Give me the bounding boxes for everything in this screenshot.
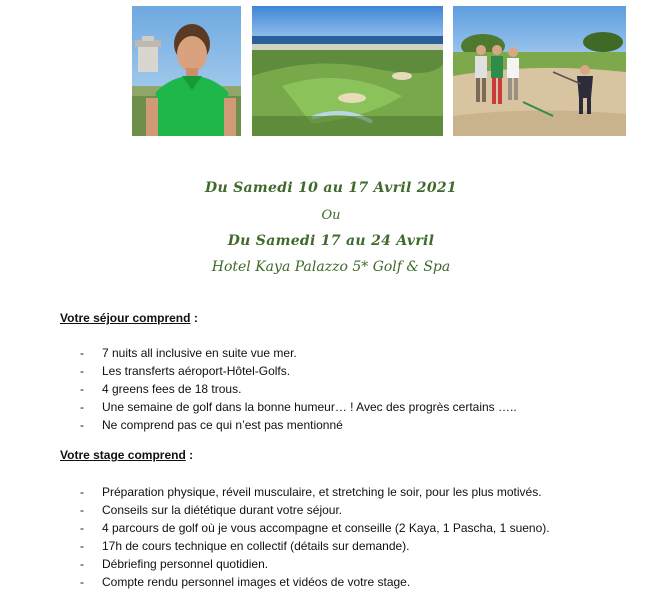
section-heading-stage-suffix: : [185, 448, 194, 462]
bullet-dash: - [80, 364, 84, 378]
sejour-included-list [0, 344, 662, 434]
section-heading-stage [60, 448, 193, 462]
stage-included-list [0, 483, 662, 591]
list-item-text: 7 nuits all inclusive en suite vue mer. [102, 346, 297, 360]
list-item-text: 17h de cours technique en collectif (détails sur demande). [102, 539, 410, 553]
bullet-dash: - [80, 503, 84, 517]
list-item-text: 4 greens fees de 18 trous. [102, 382, 242, 396]
list-item-text: Préparation physique, réveil musculaire, et stretching le soir, pour les plus motivés. [102, 485, 542, 499]
section-heading-stage-title: Votre stage comprend [60, 448, 186, 462]
list-item [0, 555, 662, 573]
golf-lesson-bunker-photo [453, 6, 626, 136]
list-item [0, 573, 662, 591]
bullet-dash: - [80, 418, 84, 432]
list-item-text: Conseils sur la diététique durant votre séjour. [102, 503, 343, 517]
list-item [0, 362, 662, 380]
list-item-text: Ne comprend pas ce qui n’est pas mentionné [102, 418, 343, 432]
list-item [0, 344, 662, 362]
bullet-dash: - [80, 382, 84, 396]
bullet-dash: - [80, 346, 84, 360]
section-heading-sejour-suffix: : [190, 311, 198, 325]
list-item [0, 519, 662, 537]
list-item-text: 4 parcours de golf où je vous accompagne et conseille (2 Kaya, 1 Pascha, 1 sueno). [102, 521, 550, 535]
section-heading-sejour [60, 311, 198, 325]
list-item [0, 380, 662, 398]
bullet-dash: - [80, 575, 84, 589]
bullet-dash: - [80, 521, 84, 535]
list-item [0, 501, 662, 519]
list-item-text: Débriefing personnel quotidien. [102, 557, 269, 571]
list-item [0, 537, 662, 555]
photo-strip [132, 6, 626, 136]
coach-portrait-photo [132, 6, 241, 136]
list-item-text: Une semaine de golf dans la bonne humeur… ! Avec des progrès certains ….. [102, 400, 517, 414]
bullet-dash: - [80, 400, 84, 414]
bullet-dash: - [80, 539, 84, 553]
list-item [0, 398, 662, 416]
list-item-text: Compte rendu personnel images et vidéos de votre stage. [102, 575, 411, 589]
list-item [0, 416, 662, 434]
list-item [0, 483, 662, 501]
hotel-name: Hotel Kaya Palazzo 5* Golf & Spa [211, 259, 451, 275]
bullet-dash: - [80, 485, 84, 499]
list-item-text: Les transferts aéroport-Hôtel-Golfs. [102, 364, 291, 378]
section-heading-sejour-title: Votre séjour comprend [60, 311, 191, 325]
stay-dates-first-week: Du Samedi 10 au 17 Avril 2021 [205, 180, 457, 196]
stay-dates-second-week: Du Samedi 17 au 24 Avril [227, 233, 435, 249]
bullet-dash: - [80, 557, 84, 571]
golf-course-photo [252, 6, 443, 136]
dates-separator: Ou [321, 208, 341, 223]
